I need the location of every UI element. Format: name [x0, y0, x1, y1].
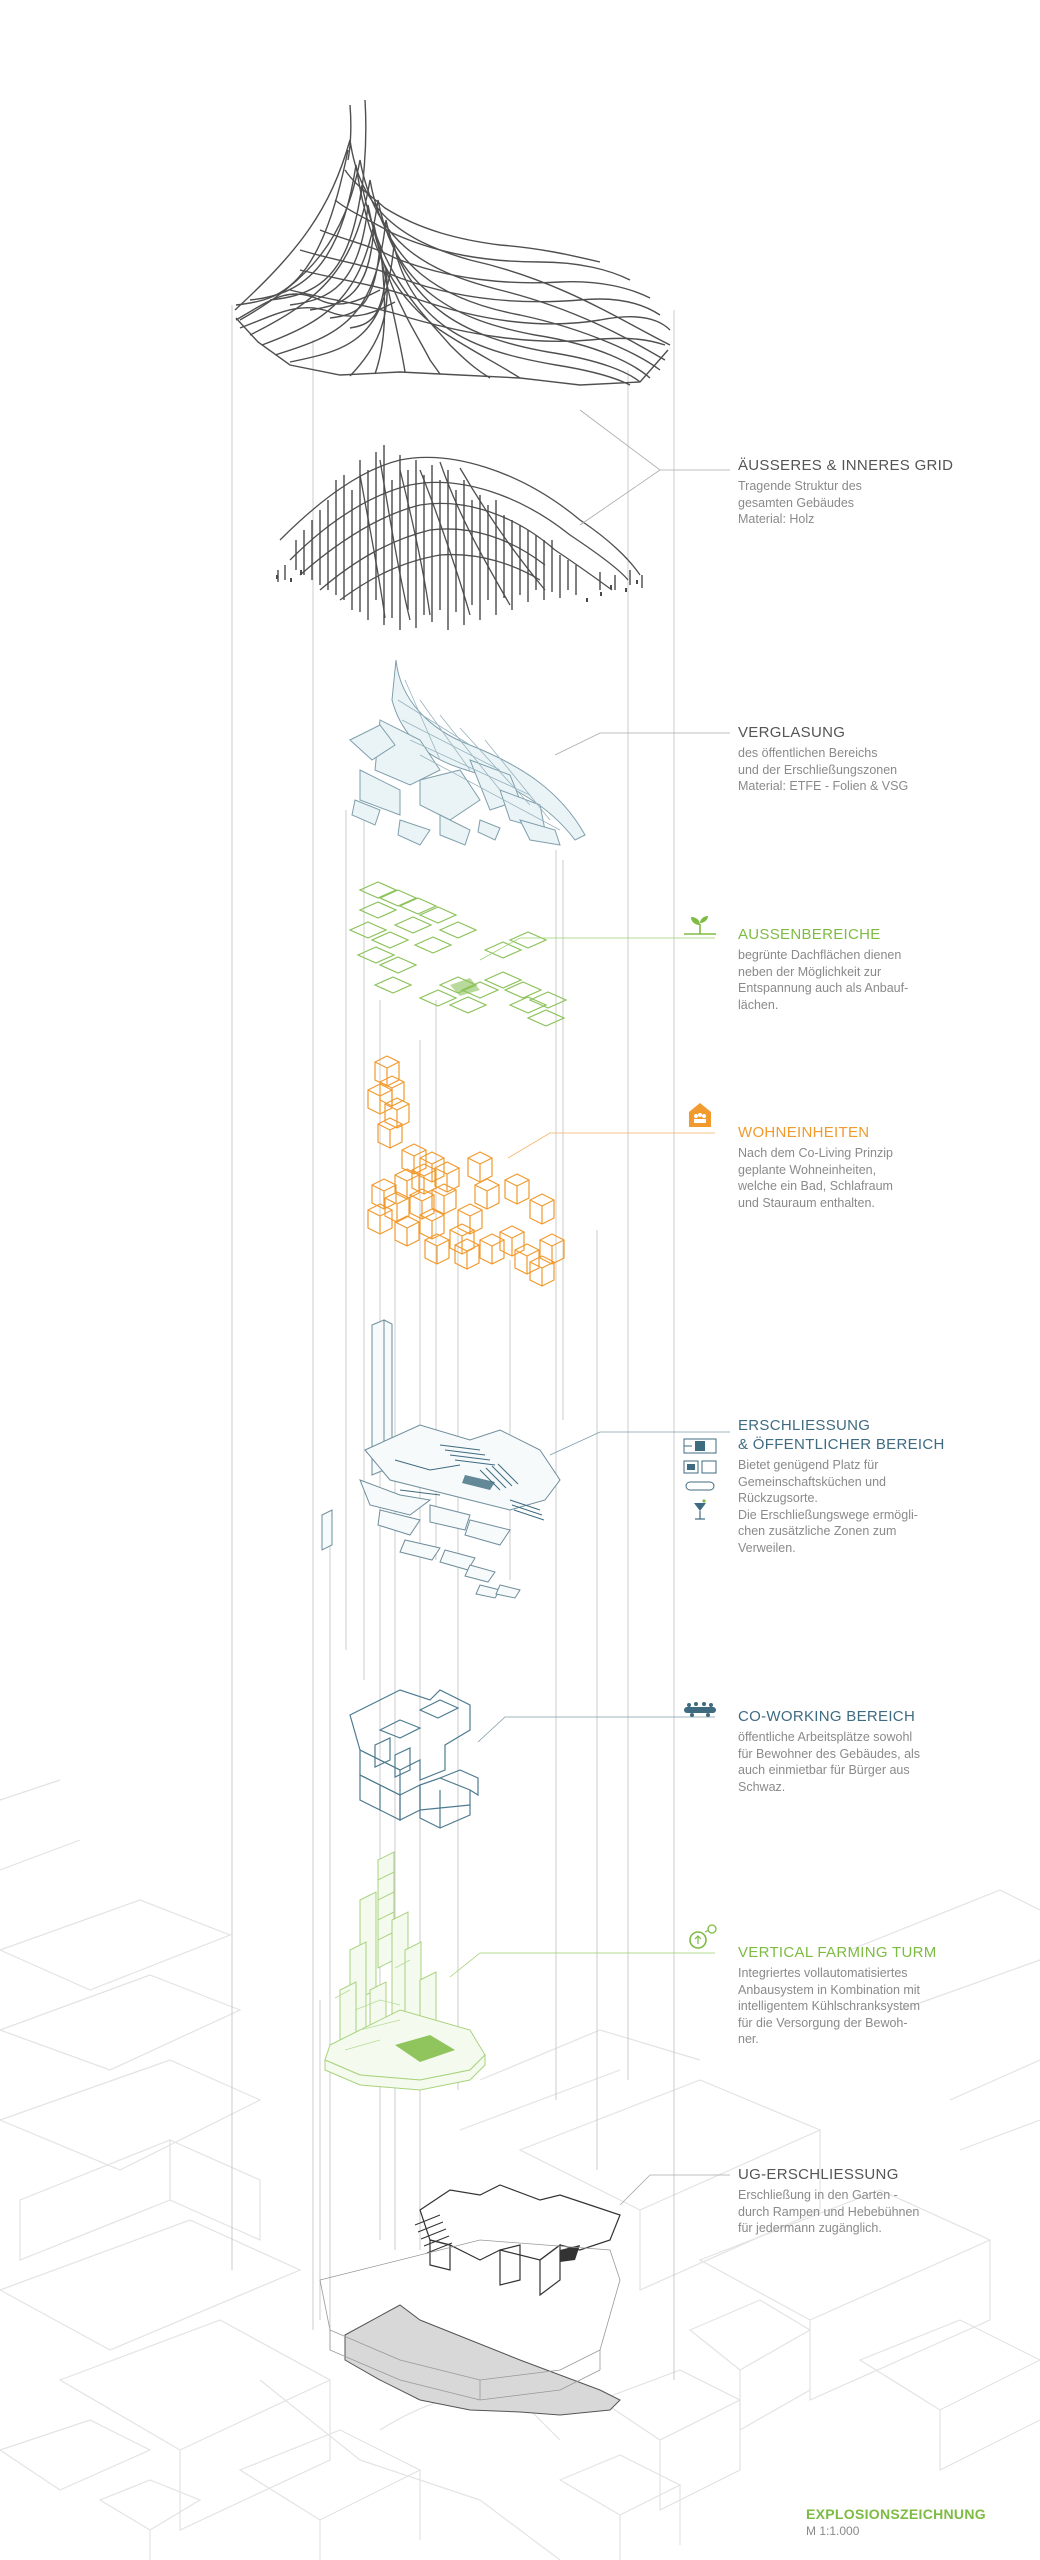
inner-grid — [280, 458, 640, 621]
label-underground-title: UG-ERSCHLIESSUNG — [738, 2166, 899, 2183]
meeting-table-icon — [682, 1700, 718, 1723]
caption-title: EXPLOSIONSZEICHNUNG — [806, 2506, 986, 2522]
label-glazing-title: VERGLASUNG — [738, 724, 846, 741]
label-circulation-description: Bietet genügend Platz für Gemeinschaftsküchen und Rückzugsorte. Die Erschließungswege ermögli- chen zusätzliche Zonen zum Verweilen. — [738, 1458, 918, 1555]
label-coworking — [738, 1707, 968, 1795]
vertical-farming-layer — [325, 1852, 485, 2090]
label-underground — [738, 2165, 968, 2237]
underground-layer — [420, 2185, 620, 2295]
underground-stairs — [415, 2215, 452, 2253]
public-facilities-icons — [682, 1437, 718, 1530]
residential-units-layer — [368, 1056, 564, 1286]
outdoor-areas-layer — [350, 882, 566, 1026]
label-residential-title: WOHNEINHEITEN — [738, 1124, 870, 1141]
leader-line-grey — [620, 2175, 730, 2205]
leader-line-green-2 — [450, 1953, 715, 1977]
drawing-caption — [806, 2506, 986, 2538]
caption-scale: M 1:1.000 — [806, 2524, 860, 2538]
label-grid-description: Tragende Struktur des gesamten Gebäudes Material: Holz — [738, 479, 862, 526]
label-residential-description: Nach dem Co-Living Prinzip geplante Wohneinheiten, welche ein Bad, Schlafraum und Stauraum enthalten. — [738, 1146, 893, 1210]
house-icon — [688, 1102, 712, 1133]
circulation-layer — [322, 1320, 560, 1598]
label-coworking-description: öffentliche Arbeitsplätze sowohl für Bewohner des Gebäudes, als auch einmietbar für Bürger aus Schwaz. — [738, 1730, 921, 1794]
outdoor-planting — [450, 978, 480, 996]
label-circulation — [738, 1416, 968, 1556]
label-farming-description: Integriertes vollautomatisiertes Anbausystem in Kombination mit intelligentem Kühlschranksystem für die Versorgung der Bewoh- ner. — [738, 1966, 921, 2046]
label-outdoor-description: begrünte Dachflächen dienen neben der Möglichkeit zur Entspannung auch als Anbauf- lächen. — [738, 948, 909, 1012]
basement-slab — [345, 2305, 620, 2415]
sprout-icon — [682, 912, 718, 941]
label-residential — [738, 1123, 968, 1211]
label-circulation-title: ERSCHLIESSUNG & ÖFFENTLICHER BEREICH — [738, 1417, 945, 1453]
leader-line-green-1 — [480, 938, 715, 960]
label-glazing — [738, 723, 968, 795]
inner-grid-posts — [278, 445, 642, 630]
label-grid-title: ÄUSSERES & INNERES GRID — [738, 457, 954, 474]
coworking-layer — [350, 1690, 478, 1828]
glazing-layer — [350, 660, 585, 845]
leader-line-orange — [508, 1133, 715, 1158]
label-farming — [738, 1943, 968, 2048]
leader-line-blue-2 — [478, 1717, 715, 1742]
label-farming-title: VERTICAL FARMING TURM — [738, 1944, 937, 1961]
outer-grid-roof — [235, 100, 670, 385]
label-grid — [738, 456, 968, 528]
label-glazing-description: des öffentlichen Bereichs und der Erschließungszonen Material: ETFE - Folien & VSG — [738, 746, 909, 793]
label-outdoor-title: AUSSENBEREICHE — [738, 926, 881, 943]
label-underground-description: Erschließung in den Garten - durch Rampen und Hebebühnen für jedermann zugänglich. — [738, 2188, 920, 2235]
label-outdoor — [738, 925, 968, 1013]
farming-cycle-icon — [686, 1923, 720, 1956]
label-coworking-title: CO-WORKING BEREICH — [738, 1708, 916, 1725]
